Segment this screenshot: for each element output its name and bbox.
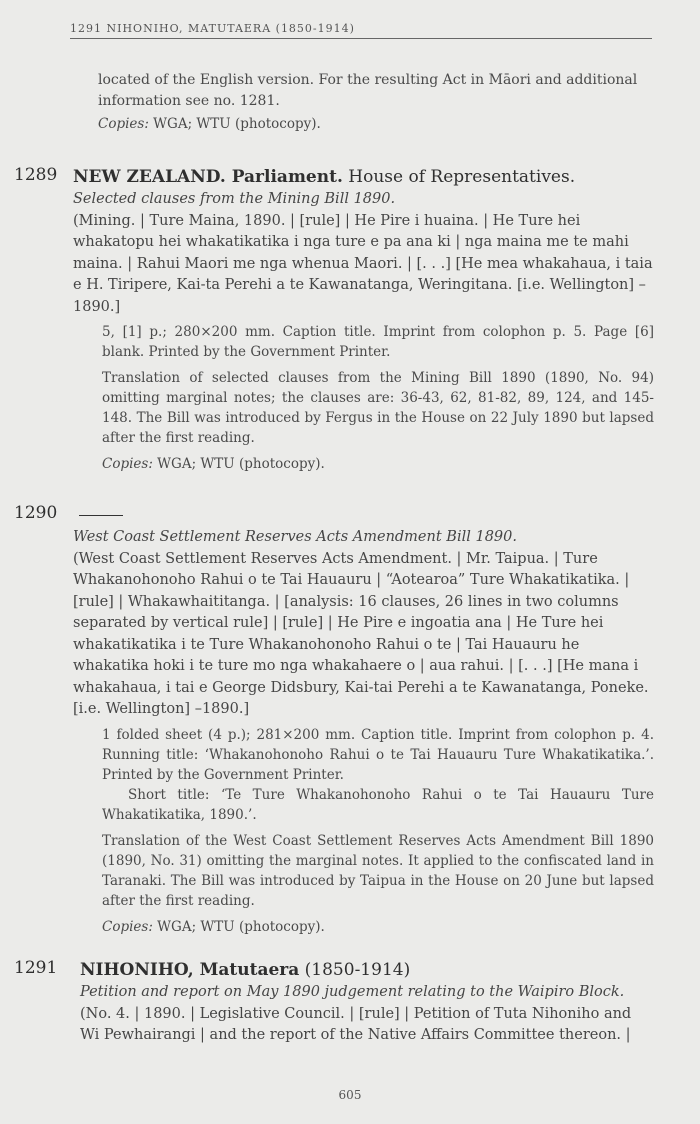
physical-description: 5, [1] p.; 280×200 mm. Caption title. Imprint from colophon p. 5. Page [6] blank. Printed by the Government Printer. (102, 324, 654, 360)
entry-transcription: (Mining. | Ture Maina, 1890. | [rule] | He Pire i huaina. | He Ture hei whakatopu hei whakatikatika i nga ture e pa ana ki | nga maina me te mahi maina. | Rahui Maori me nga whenua Maori. | [. . .] [He mea whakahaua, i taia e H. Tiripere, Kai-ta Perehi a te Kawanatanga, Weringitana. [i.e. Wellington] –1890.] (73, 212, 653, 315)
copies-text: WGA; WTU (photocopy). (152, 918, 325, 935)
short-title: Short title: ‘Te Ture Whakanohonoho Rahui o te Tai Hauauru Ture Whakatikatika, 1890.’. (102, 786, 654, 823)
entry-1291 (0, 958, 700, 1047)
continuation-text: located of the English version. For the resulting Act in Māori and additional information see no. 1281. (98, 72, 638, 109)
entry-number: 1289 (14, 165, 58, 185)
heading-bold: NIHONIHO, Matutaera (80, 960, 300, 980)
physical-description: 1 folded sheet (4 p.); 281×200 mm. Caption title. Imprint from colophon p. 4. Running title: ‘Whakanohonoho Rahui o te Tai Hauauru Ture Whakatikatika.’. Printed by the Government Printer. (102, 726, 654, 783)
repeat-dash (79, 515, 123, 516)
entry-number: 1290 (14, 503, 58, 523)
copies-line (0, 114, 700, 135)
copies-label: Copies: (102, 456, 153, 472)
copies-text: WGA; WTU (photocopy). (152, 456, 325, 472)
entry-heading (0, 503, 700, 527)
entry-note: Translation of the West Coast Settlement Reserves Acts Amendment Bill 1890 (1890, No. 31) omitting the marginal notes. It applied to the confiscated land in Taranaki. The Bill was introduced by Taipua in the House on 20 June but lapsed after the first reading. (102, 832, 654, 909)
entry-heading (0, 165, 700, 189)
entry-note: Translation of selected clauses from the Mining Bill 1890 (1890, No. 94) omitting marginal notes; the clauses are: 36-43, 62, 81-82, 89, 124, and 145-148. The Bill was introduced by Fergus in the House on 22 July 1890 but lapsed after the first reading. (102, 370, 654, 446)
heading-rest: House of Representatives. (342, 167, 576, 187)
entry-title: Selected clauses from the Mining Bill 1890. (73, 191, 396, 207)
entry-title: West Coast Settlement Reserves Acts Amendment Bill 1890. (73, 529, 517, 545)
copies-label: Copies: (98, 116, 149, 132)
copies-label: Copies: (102, 918, 153, 935)
copies-line (0, 454, 700, 474)
entry-transcription: (West Coast Settlement Reserves Acts Amendment. | Mr. Taipua. | Ture Whakanohonoho Rahui o te Tai Hauauru | “Aotearoa” Ture Whakatikatika. | [rule] | Whakawhaititanga. | [analysis: 16 clauses, 26 lines in two columns separated by vertical rule] | [rule] | He Pire e ingoatia ana | He Ture hei whakatikatika i te Ture Whakanohonoho Rahui o te | Tai Hauauru he whakatika hoki i te ture mo nga whakahaere o | aua rahui. | [. . .] [He mana i whakahaua, i tai e George Didsbury, Kai-tai Perehi a te Kawanatanga, Poneke. [i.e. Wellington] –1890.] (73, 550, 649, 717)
entry-number: 1291 (14, 958, 58, 978)
heading-rest: (1850-1914) (299, 960, 411, 980)
page-number: 605 (338, 1088, 362, 1102)
heading-bold: NEW ZEALAND. Parliament. (73, 167, 343, 187)
entry-title: Petition and report on May 1890 judgement relating to the Waipiro Block. (80, 984, 625, 1000)
copies-line (0, 917, 700, 937)
entry-1289 (0, 165, 700, 474)
entry-1290 (0, 503, 700, 937)
copies-text: WGA; WTU (photocopy). (148, 116, 321, 132)
entry-1288-continuation (0, 70, 700, 135)
entry-heading (0, 958, 700, 982)
entry-transcription: (No. 4. | 1890. | Legislative Council. | [rule] | Petition of Tuta Nihoniho and Wi Pewhairangi | and the report of the Native Affairs Committee thereon. | (80, 1005, 632, 1043)
running-head: 1291 NIHONIHO, MATUTAERA (1850-1914) (70, 22, 652, 39)
